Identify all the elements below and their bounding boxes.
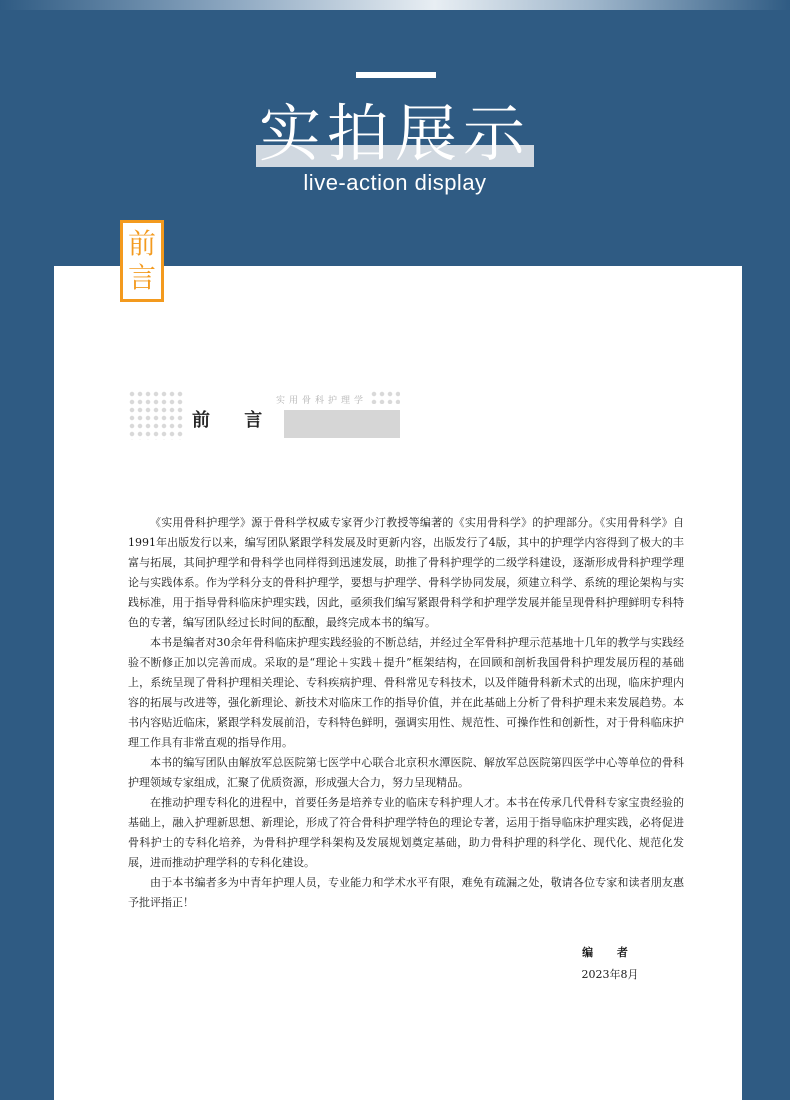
top-decorative-strip xyxy=(0,0,790,10)
paragraph: 《实用骨科护理学》源于骨科学权威专家胥少汀教授等编著的《实用骨科学》的护理部分。《实用骨科学》自1991年出版发行以来，编写团队紧跟学科发展及时更新内容，出版发行了4版，其中的护理学内容得到了极大的丰富与拓展，其间护理学和骨科学也同样得到迅速发展，助推了骨科护理学的二级学科建设，逐渐形成骨科护理学理论与实践体系。作为学科分支的骨科护理学，要想与护理学、骨科学协同发展，须建立科学、系统的理论架构与实践标准，用于指导骨科临床护理实践，因此，亟须我们编写紧跟骨科学和护理学发展并能呈现骨科护理鲜明专科特色的专著，编写团队经过长时间的酝酿，最终完成本书的编写。 xyxy=(128,516,684,629)
series-name: 实用骨科护理学 xyxy=(276,396,368,406)
header-gray-bar xyxy=(278,410,400,438)
paragraph: 在推动护理专科化的进程中，首要任务是培养专业的临床专科护理人才。本书在传承几代骨科专家宝贵经验的基础上，融入护理新思想、新理论，形成了符合骨科护理学特色的理论专著，运用于指导临床护理实践，必将促进骨科护士的专科化培养，为骨科护理学科架构及发展规划奠定基础，助力骨科护理的科学化、现代化、规范化发展，进而推动护理学科的专科化建设。 xyxy=(128,796,684,869)
preface-body xyxy=(128,513,684,913)
paragraph: 由于本书编者多为中青年护理人员，专业能力和学术水平有限，难免有疏漏之处，敬请各位专家和读者朋友惠予批评指正！ xyxy=(128,876,684,909)
banner-title: 实拍展示 xyxy=(258,97,531,170)
editor-label: 编 者 xyxy=(582,946,638,959)
chapter-header xyxy=(128,390,400,440)
preface-side-tag xyxy=(120,220,164,302)
dot-pattern-right xyxy=(370,390,400,404)
paragraph: 本书是编者对30余年骨科临床护理实践经验的不断总结，并经过全军骨科护理示范基地十几年的教学与实践经验不断修正加以完善而成。采取的是“理论＋实践＋提升”框架结构，在回顾和剖析我国骨科护理发展历程的基础上，系统呈现了骨科护理相关理论、专科疾病护理、骨科常见专科技术，以及伴随骨科新术式的出现，临床护理内容的拓展与改进等，强化新理论、新技术对临床工作的指导价值，并在此基础上分析了骨科护理未来发展趋势。本书内容贴近临床，紧跟学科发展前沿，专科特色鲜明，强调实用性、规范性、可操作性和创新性，对于骨科临床护理工作具有非常直观的指导作用。 xyxy=(128,636,684,749)
side-tag-char-1: 前 xyxy=(127,227,156,260)
signature-block xyxy=(560,944,660,982)
title-accent-bar xyxy=(356,72,436,78)
signature-date: 2023年8月 xyxy=(581,968,639,981)
dot-pattern-left xyxy=(128,390,184,440)
side-tag-char-2: 言 xyxy=(127,261,156,294)
paragraph: 本书的编写团队由解放军总医院第七医学中心联合北京积水潭医院、解放军总医院第四医学中心等单位的骨科护理领域专家组成，汇聚了优质资源，形成强大合力，努力呈现精品。 xyxy=(128,756,684,789)
banner-subtitle: live-action display xyxy=(303,170,487,195)
preface-heading: 前 言 xyxy=(192,410,277,431)
